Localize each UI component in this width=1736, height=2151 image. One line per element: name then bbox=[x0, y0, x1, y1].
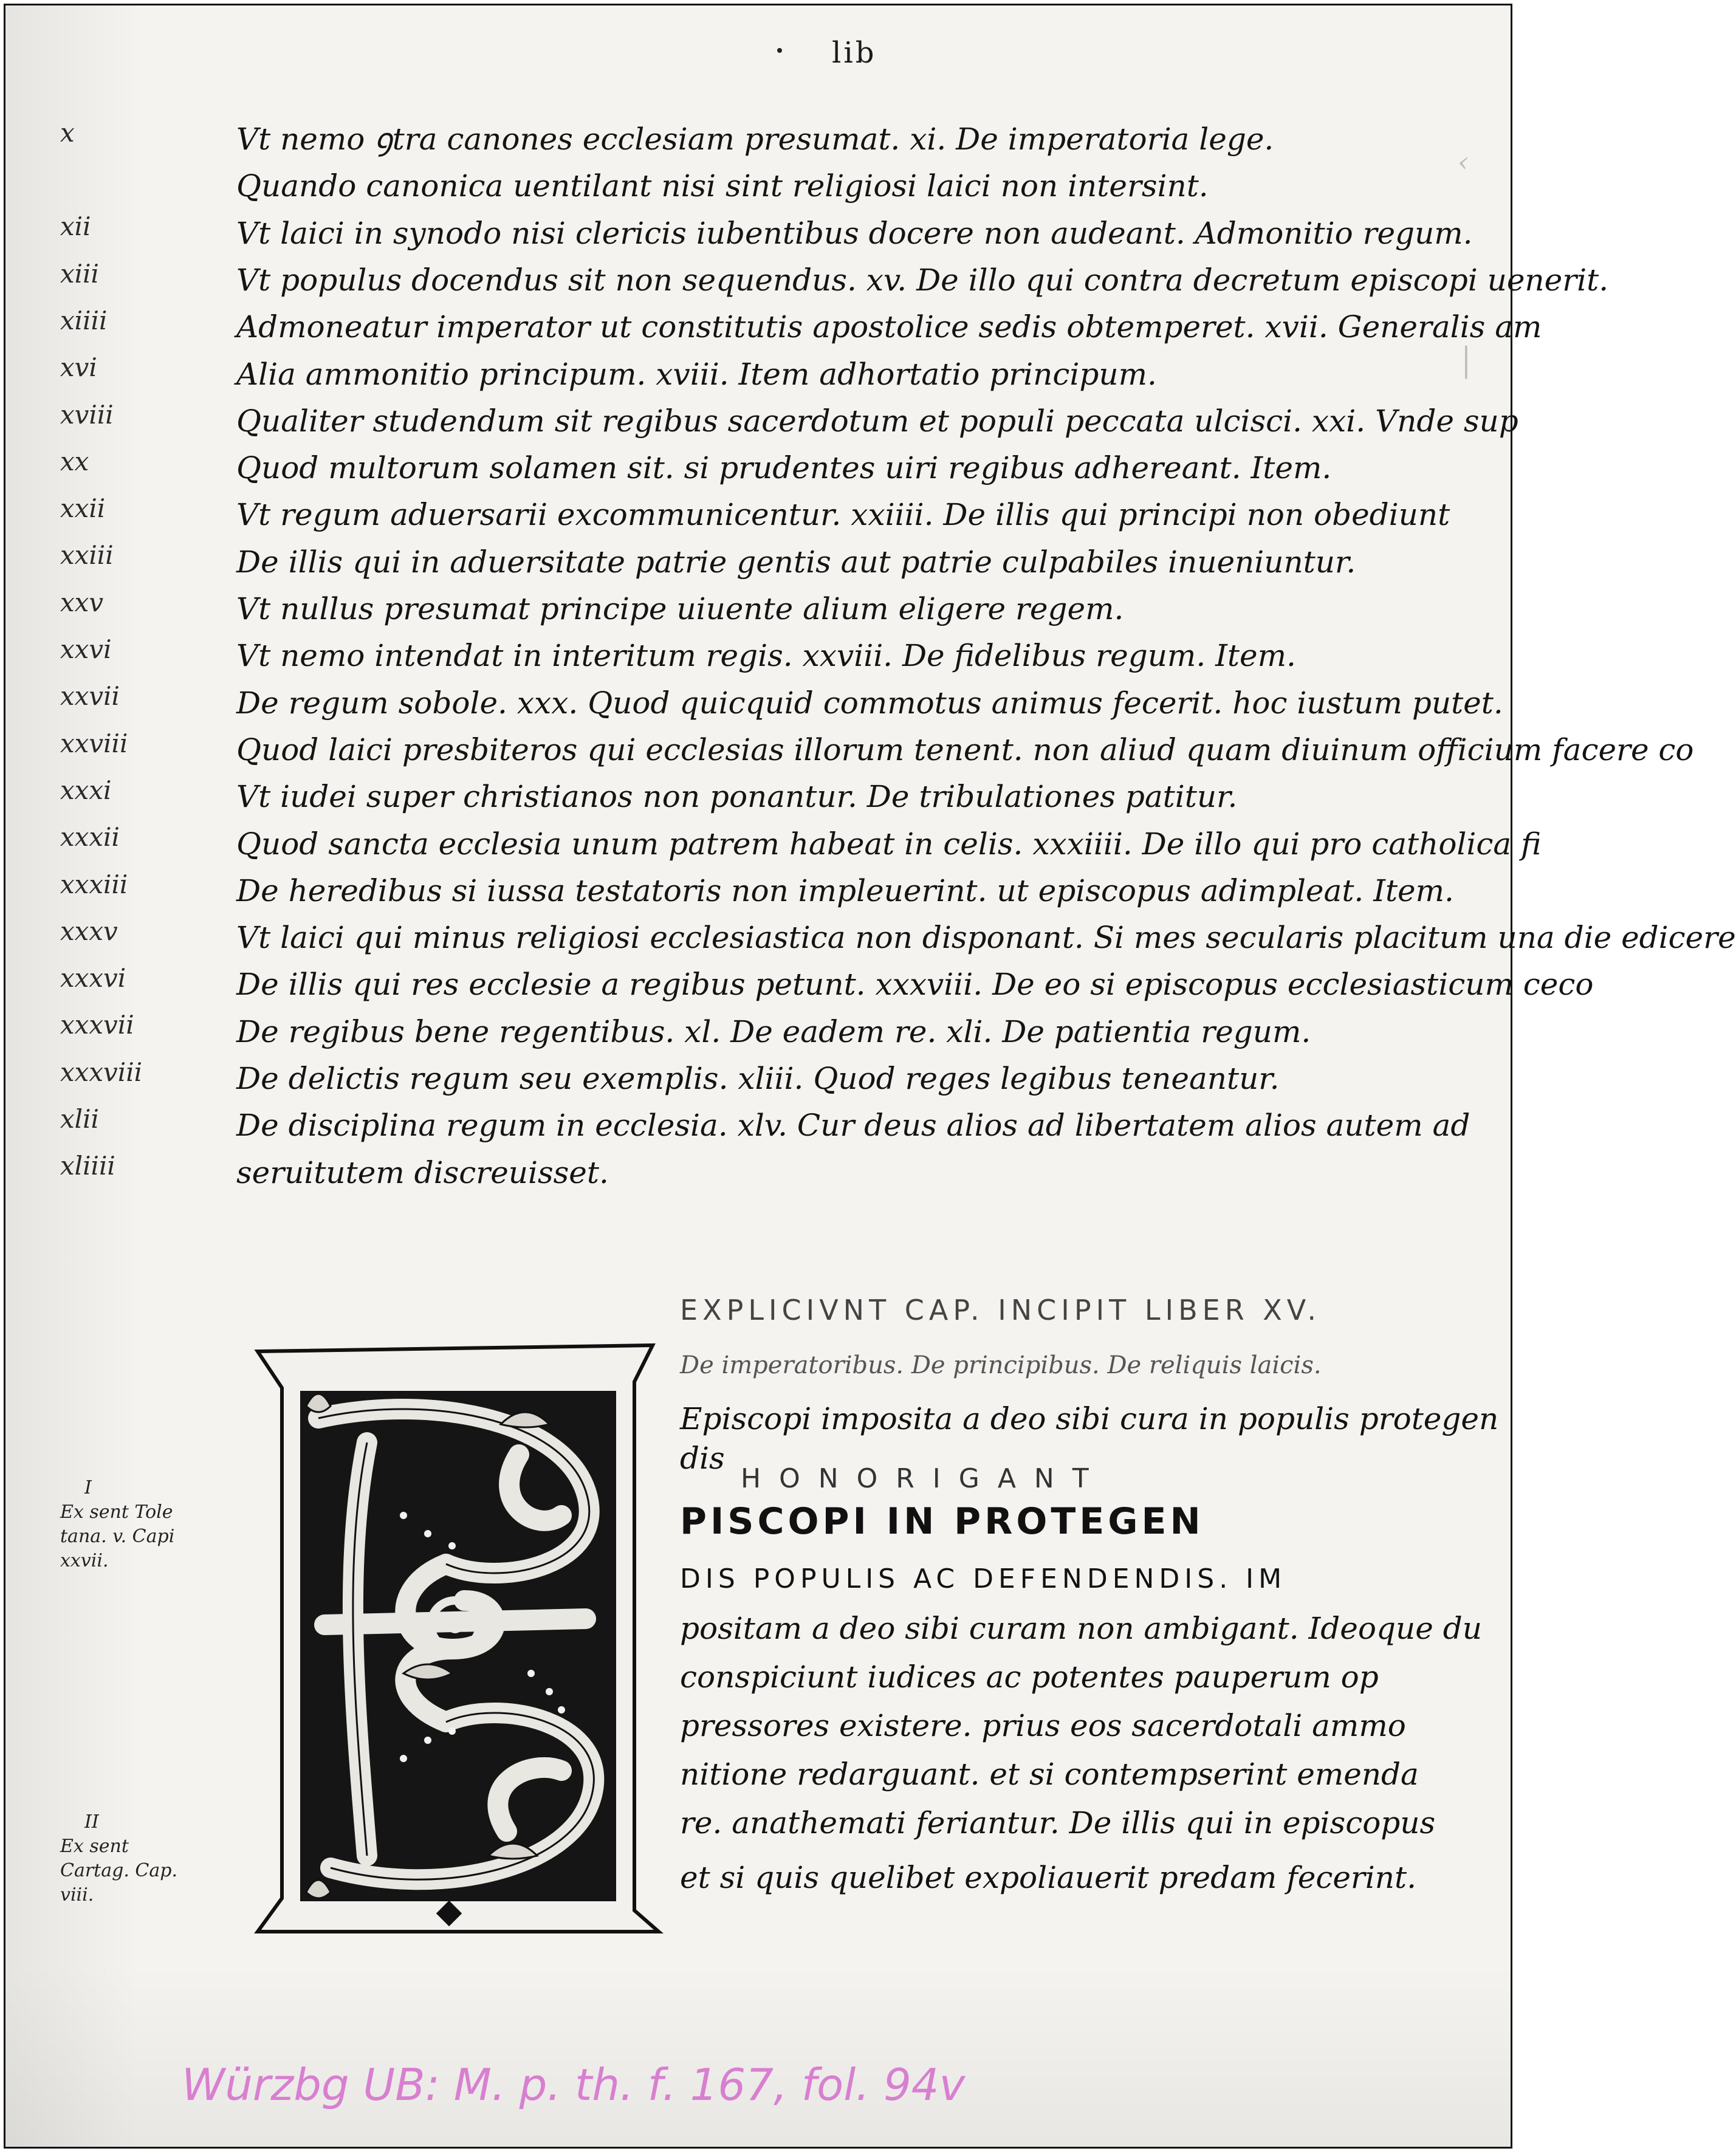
body-line: re. anathemati feriantur. De illis qui in episcopus bbox=[680, 1805, 1436, 1841]
chapter-line: Vt nemo ꝯtra canones ecclesiam presumat. xi. De imperatoria lege. bbox=[236, 122, 1274, 157]
page-frame bbox=[4, 4, 1736, 2149]
side-note-1 bbox=[60, 1476, 194, 1573]
bleed-through-mark: ‹ bbox=[1458, 145, 1469, 178]
margin-number: xliiii bbox=[60, 1151, 115, 1181]
side-note-text: Ex sent Tole tana. v. Capi xxvii. bbox=[60, 1501, 175, 1571]
chapter-line: Quando canonica uentilant nisi sint religiosi laici non intersint. bbox=[236, 168, 1209, 204]
body-line: nitione redarguant. et si contempserint emenda bbox=[680, 1757, 1419, 1792]
chapter-line: De delictis regum seu exemplis. xliii. Quod reges legibus teneantur. bbox=[236, 1061, 1280, 1096]
incipit-capitals: PISCOPI IN PROTEGEN bbox=[680, 1500, 1204, 1543]
margin-number: xx bbox=[60, 446, 89, 476]
margin-number: xxviii bbox=[60, 728, 128, 758]
margin-number: xxxvi bbox=[60, 963, 126, 993]
chapter-line: Vt nemo intendat in interitum regis. xxviii. De fidelibus regum. Item. bbox=[236, 638, 1296, 674]
folio-dot bbox=[777, 48, 782, 53]
margin-number: xii bbox=[60, 211, 91, 242]
margin-number: xvi bbox=[60, 352, 97, 383]
margin-number: xlii bbox=[60, 1104, 99, 1134]
chapter-line: Quod laici presbiteros qui ecclesias illorum tenent. non aliud quam diuinum officium facere co bbox=[236, 732, 1694, 767]
folio-number: lib bbox=[832, 36, 877, 70]
chapter-line: De regum sobole. xxx. Quod quicquid commotus animus fecerit. hoc iustum putet. bbox=[236, 685, 1503, 721]
chapter-line: De illis qui res ecclesie a regibus petunt. xxxviii. De eo si episcopus ecclesiasticum ceco bbox=[236, 967, 1594, 1003]
margin-number: xxxi bbox=[60, 775, 112, 805]
illuminated-initial-e bbox=[245, 1333, 665, 1941]
body-line: dis bbox=[680, 1441, 725, 1476]
body-line: et si quis quelibet expoliauerit predam fecerint. bbox=[680, 1860, 1416, 1895]
chapter-line: Quod sancta ecclesia unum patrem habeat in celis. xxxiiii. De illo qui pro catholica fi bbox=[236, 826, 1542, 862]
margin-number: xxv bbox=[60, 587, 104, 617]
margin-number: xxiii bbox=[60, 540, 114, 571]
chapter-line: Admoneatur imperator ut constitutis apostolice sedis obtemperet. xvii. Generalis am bbox=[236, 309, 1542, 345]
chapter-line: seruitutem discreuisset. bbox=[236, 1154, 609, 1190]
spaced-rubric: H O N O R I G A N T bbox=[741, 1463, 1094, 1494]
chapter-line: De heredibus si iussa testatoris non impleuerint. ut episcopus adimpleat. Item. bbox=[236, 873, 1454, 908]
chapter-line: De illis qui in aduersitate patrie gentis aut patrie culpabiles inueniuntur. bbox=[236, 544, 1356, 580]
margin-number: xxxv bbox=[60, 916, 118, 946]
library-shelfmark-annotation: Würzbg UB: M. p. th. f. 167, fol. 94v bbox=[182, 2059, 966, 2110]
chapter-line: Vt iudei super christianos non ponantur. De tribulationes patitur. bbox=[236, 779, 1238, 815]
chapter-line: Alia ammonitio principum. xviii. Item adhortatio principum. bbox=[236, 356, 1157, 392]
margin-number: xviii bbox=[60, 399, 114, 430]
body-line: Episcopi imposita a deo sibi cura in populis protegen bbox=[680, 1401, 1499, 1436]
chapter-line: De disciplina regum in ecclesia. xlv. Cur deus alios ad libertatem alios autem ad bbox=[236, 1108, 1470, 1144]
book-subheading: De imperatoribus. De principibus. De reliquis laicis. bbox=[680, 1351, 1322, 1379]
chapter-line: Vt laici in synodo nisi clericis iubentibus docere non audeant. Admonitio regum. bbox=[236, 215, 1473, 251]
body-line: DIS POPULIS AC DEFENDENDIS. IM bbox=[680, 1563, 1287, 1594]
side-note-number: II bbox=[84, 1811, 99, 1833]
side-note-2 bbox=[60, 1810, 194, 1907]
margin-number: xxxviii bbox=[60, 1057, 143, 1087]
body-line: pressores existere. prius eos sacerdotali ammo bbox=[680, 1708, 1406, 1743]
body-line: positam a deo sibi curam non ambigant. Ideoque du bbox=[680, 1611, 1482, 1646]
margin-number: xxvii bbox=[60, 681, 120, 712]
body-line: conspiciunt iudices ac potentes pauperum op bbox=[680, 1659, 1379, 1695]
chapter-line: Vt regum aduersarii excommunicentur. xxiiii. De illis qui principi non obediunt bbox=[236, 497, 1450, 533]
margin-number: xxii bbox=[60, 493, 106, 524]
chapter-line: Qualiter studendum sit regibus sacerdotum et populi peccata ulcisci. xxi. Vnde sup bbox=[236, 403, 1518, 439]
margin-number: xxvi bbox=[60, 634, 112, 664]
chapter-line: Vt populus docendus sit non sequendus. xv. De illo qui contra decretum episcopi uenerit. bbox=[236, 262, 1609, 298]
margin-number: xxxvii bbox=[60, 1010, 134, 1040]
side-note-text: Ex sent Cartag. Cap. viii. bbox=[60, 1836, 177, 1906]
chapter-line: Vt nullus presumat principe uiuente alium eligere regem. bbox=[236, 591, 1124, 626]
margin-number: x bbox=[60, 118, 75, 148]
margin-number: xiiii bbox=[60, 305, 108, 335]
side-note-number: I bbox=[84, 1477, 92, 1498]
margin-number: xxxiii bbox=[60, 869, 128, 899]
chapter-line: De regibus bene regentibus. xl. De eadem re. xli. De patientia regum. bbox=[236, 1014, 1311, 1049]
bleed-through-mark: │ bbox=[1458, 346, 1475, 379]
chapter-line: Quod multorum solamen sit. si prudentes uiri regibus adhereant. Item. bbox=[236, 450, 1332, 486]
margin-number: xxxii bbox=[60, 822, 120, 853]
margin-number: xiii bbox=[60, 258, 99, 289]
chapter-line: Vt laici qui minus religiosi ecclesiastica non disponant. Si mes secularis placitum una die edicere bbox=[236, 920, 1736, 956]
explicit-rubric: EXPLICIVNT CAP. INCIPIT LIBER XV. bbox=[680, 1294, 1321, 1326]
